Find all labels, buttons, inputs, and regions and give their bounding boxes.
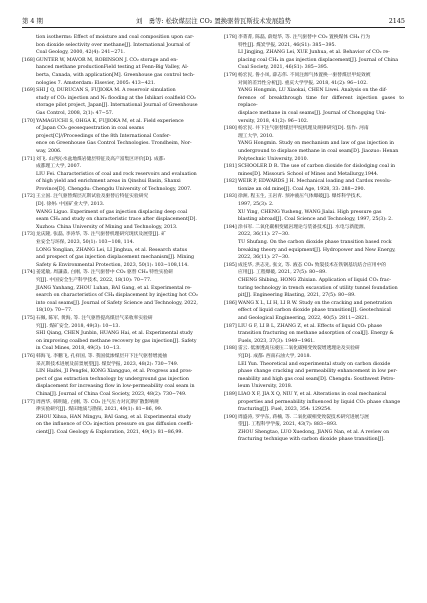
reference-text-line: fracturing technique with carbon dioxide phase transition[J]. (238, 437, 385, 443)
reference-text-line: 应用[J]. 工程爆破, 2021, 27(5): 80−89. (238, 270, 327, 276)
reference-number: [182] (224, 179, 237, 185)
reference-text-line: Coal Geology, 2000, 42(4): 241−271. (36, 50, 125, 56)
reference-text-line: project[C]//Proceedings of the 8th International Confer- (36, 133, 171, 139)
reference-number: [177] (22, 399, 35, 405)
reference-entry (22, 231, 202, 269)
reference-text-line: search on characteristics of CH₄ displacement by injecting hot CO₂ (36, 293, 198, 299)
reference-text-line: 对间的差异性分析[J]. 重庆大学学报, 2018, 41(2): 96−102. (238, 80, 368, 86)
reference-text-line: WEIR P, EDWARDS J H. Mechanical loading and Cardox revolu- (238, 179, 392, 185)
reference-text-line: leum University, 2018. (238, 384, 293, 390)
reference-number: [187] (224, 323, 237, 329)
reference-text-line: fracturing[J]. Fuel, 2023, 354: 129254. (238, 407, 332, 413)
reference-text-line: 1997, 25(3): 2. (238, 202, 274, 208)
reference-text-line: LEI Yun. Theoretical and experimental study on carbon dioxide (238, 361, 391, 367)
reference-entry (22, 193, 202, 231)
reference-text-line: transition fracturing on methane adsorption of coal[J]. Energy & (238, 331, 394, 337)
reference-text-line: tionize an old mine[J]. Coal Age, 1928, 33: 288−290. (238, 186, 366, 192)
reference-number: [180] (224, 126, 237, 132)
reference-number: [181] (224, 164, 237, 170)
reference-number: [174] (22, 270, 35, 276)
reference-text-line: 徐洲, 程玉生, 王岩青. 预冲液压气体爆破[J]. 爆炸科学技术, (238, 194, 362, 200)
reference-text-line: and prospect of gas injection displacement mechanism[J]. Mining (36, 255, 195, 261)
reference-text-line: YANG Hongmin. Study on mechanism and law of gas injection in (238, 141, 394, 147)
reference-text-line: 龙庆隆, 张磊, 李涛华, 等. 注气驱替机理研究现状及展望[J]. 矿 (36, 232, 166, 238)
reference-number: [173] (22, 232, 35, 238)
reference-text-line: 雷云. 低渗透高压液压二氧化碳相变致裂增透理论及实验研 (238, 346, 360, 352)
reference-text-line: 特性[J]. 煤炭学报, 2021, 46(S1): 385−395. (238, 42, 337, 48)
reference-text-line: 姜延敏, 周謙淼, 白刚, 等. 注气驱替中 CO₂ 驱替 CH₄ 特性实验研 (36, 270, 173, 276)
reference-text-line: 究[J]. 中国安全生产科学技术, 2022, 18(10): 70−77. (36, 278, 152, 283)
reference-text-line: 18(10): 70−77. (36, 308, 73, 314)
reference-text-line: meability and high gas coal seam[D]. Chengdu: Southwest Petro- (238, 376, 395, 382)
reference-text-line: displacement for increasing flow in low-permeability coal seam in (36, 384, 195, 390)
reference-text-line: 韩海飞, 李鹏飞, 孔祥国, 等. 我国低渗煤层开下注气驱替增流抽 (36, 353, 167, 359)
reference-text-line: turing technology in trench excavation of utility tunnel foundation (238, 285, 398, 291)
reference-entry (224, 414, 404, 444)
reference-number: [190] (224, 414, 237, 420)
reference-text-line: cient[J]. Coal Geology & Exploration, 2021, 49(1): 81−86,99. (36, 429, 183, 435)
reference-number: [183] (224, 194, 237, 200)
reference-text-line: WANG Liguo. Experiment of gas injection displacing deep coal (36, 209, 188, 215)
reference-text-line: properties and permeability influenced by liquid CO₂ phase change (238, 399, 401, 405)
reference-number: [184] (224, 224, 237, 230)
reference-text-line: Polytechnic University, 2010. (238, 156, 309, 162)
reference-text-line: versity, 2018, 41(2): 96−102. (238, 118, 309, 124)
reference-text-line: SHI J Q, DURUCAN S, FUJIOKA M. A reservoir simulation (36, 88, 176, 94)
reference-entry (22, 34, 202, 57)
reference-entry (224, 300, 404, 323)
reference-text-line: into coal seams[J]. Journal of Safety Science and Technology, 2022, (36, 300, 198, 306)
reference-text-line: GUNTER W, MAVOR M, ROBINSON J. CO₂ storage and en- (36, 57, 178, 63)
reference-text-line: SCHOOLER D R. The use of carbon dioxide for dislodging coal in (238, 164, 396, 170)
reference-text-line: LI Jingjing, ZHANG Lei, XUE Junhua, et al. Behavior of CO₂ re- (238, 50, 390, 56)
reference-text-line: on the influence of CO₂ injection pressure on gas diffusion coeffi- (36, 422, 193, 428)
reference-entry (224, 193, 404, 223)
reference-text-line: study of CO₂ injection and N₂ flooding at the Ishikari coalfield CO₂ (36, 95, 196, 101)
reference-text-line: pit[J]. Engineering Blasting, 2021, 27(5): 80−89. (238, 293, 356, 299)
reference-text-line: LIN Haifei, JI Pengfei, KONG Xiangguo, et al. Progress and pros- (36, 369, 193, 375)
reference-text-line: ZHOU Xihua, HAN Mingyu, BAI Gang, et al. Experimental study (36, 414, 191, 420)
reference-entry (224, 224, 404, 262)
reference-text-line: of Japan CO₂ geosequestration in coal seams (36, 126, 144, 132)
reference-text-line: phase change cracking and permeability enhancement in low per- (238, 369, 398, 375)
reference-text-line: hanced methane productionField testing at Fenn-Big Valley, Al- (36, 65, 189, 71)
reference-text-line: 究[J]. 煤矿安全, 2018, 49(3): 10−13. (36, 323, 120, 329)
reference-text-line: LIU Fei. Characteristics of coal and rock reservoirs and evaluation (36, 171, 197, 177)
reference-entry (22, 118, 202, 156)
issue-number: 第 4 期 (22, 17, 43, 25)
reference-text-line: 2022, 36(11): 27−30. (238, 232, 290, 238)
reference-text-line: Safety & Environmental Protection, 2023, 50(1): 103−108,114. (36, 262, 189, 268)
reference-text-line: 涂书军. 二氧化碳相变破岩理论与装备技术[J]. 水电与新能源, (238, 224, 366, 230)
reference-text-line: berta, Canada, with application[M]. Greenhouse gas control tech- (36, 72, 195, 78)
reference-text-line: CHENG Shibing, HONG Zhixian. Application of liquid CO₂ frac- (238, 278, 392, 283)
reference-text-line: China[J]. Journal of China Coal Society, 2023, 48(2): 730−749. (36, 391, 187, 397)
reference-text-line: 律实验研究[J]. 煤田地质与勘探, 2021, 49(1): 81−86, 99. (36, 407, 163, 413)
reference-text-line: Coal Society, 2021, 46(S1): 385−395. (238, 65, 329, 71)
reference-entry (22, 87, 202, 117)
references-left-column (22, 34, 202, 594)
reference-entry (22, 269, 202, 315)
reference-entry (224, 178, 404, 193)
reference-entry (22, 399, 202, 437)
reference-entry (224, 125, 404, 163)
reference-number: [185] (224, 262, 237, 268)
reference-number: [176] (22, 353, 35, 359)
reference-text-line: TU Shufang. On the carbon dioxide phase transition based rock (238, 240, 392, 246)
reference-entry (224, 72, 404, 125)
reference-text-line: 业安全与环保, 2023, 50(1): 103−108, 114. (36, 240, 135, 246)
reference-text-line: ence on Greenhouse Gas Control Technologies. Trondheim, Nor- (36, 141, 192, 147)
reference-entry (22, 315, 202, 353)
reference-text-line: ference of breakthrough time for different injection gases to replace- (238, 95, 404, 109)
reference-number: [171] (22, 156, 35, 162)
reference-text-line: LIU G F, LI B L, ZHANG Z, et al. Effects of liquid CO₂ phase (238, 323, 382, 329)
reference-number: [175] (22, 315, 35, 321)
reference-text-line: JIANG Yanhang, ZHOU Luhan, BAI Gang, et al. Experimental re- (36, 285, 192, 291)
reference-text-line: 周西华, 韩明迪, 白刚, 等. CO₂ 注气压力对瓦斯扩散影响规 (36, 399, 159, 405)
reference-text-line: Fuels, 2023, 37(3): 1949−1961. (238, 338, 315, 344)
reference-entry (224, 345, 404, 391)
reference-text-line: seam CH₄ and study on characteristic trace after displacement[D]. (36, 217, 197, 223)
reference-text-line: and Geological Engineering, 2022, 40(5): 2811−2821. (238, 315, 369, 321)
reference-text-line: on improving coalbed methane recovery by gas injection[J]. Safety (36, 338, 197, 344)
reference-text-line: 杨宏民. 井下注气驱替煤层甲烷机理及规律研究[D]. 焦作: 河南 (238, 126, 369, 132)
reference-text-line: LIAO X F, JIA X Q, NIU Y, et al. Alterations in coal mechanical (238, 391, 387, 397)
reference-text-line: tion isotherms: Effect of moisture and coal composition upon car- (36, 35, 194, 40)
reference-text-line: SHI Qiang, CHEN Junbin, HUANG Hai, et al. Experimental study (36, 331, 193, 337)
reference-number: [188] (224, 346, 237, 352)
running-header (22, 15, 405, 28)
reference-entry (22, 353, 202, 399)
reference-entry (22, 57, 202, 87)
reference-text-line: 成都理工大学, 2007. (36, 164, 82, 170)
reference-text-line: storage pilot project, Japan[J]. International Journal of Greenhouse (36, 103, 198, 109)
reference-text-line: WANG X L, LI H, LI R W. Study on the cracking and penetration (238, 300, 393, 306)
running-title: 刘 勇等: 松软煤层注 CO₂ 置换驱替瓦斯技术发展趋势 (135, 17, 292, 25)
reference-text-line: Xuzhou: China University of Mining and Technology, 2013. (36, 224, 178, 230)
references-right-column (224, 34, 404, 594)
reference-text-line: Gas Control, 2008, 2(1): 47−57. (36, 110, 114, 116)
reference-number: [172] (22, 194, 35, 200)
reference-text-line: of high yield and enrichment areas in Qinshui Basin, Shanxi (36, 179, 181, 185)
reference-text-line: 石佩, 陈军, 黄海, 等. 注气驱替提高煤层气采收率实验研 (36, 315, 153, 321)
reference-number: [189] (224, 391, 237, 397)
reference-text-line: effect of liquid carbon dioxide phase transition[J]. Geotechnical (238, 308, 391, 314)
reference-text-line: YANG Hongmin, LU Xiaokai, CHEN Liwei. Analysis on the dif- (238, 88, 388, 94)
reference-text-line: way, 2006. (36, 148, 62, 154)
reference-text-line: 成连华, 洪志先, 张文, 等. 液态 CO₂ 致裂技术在铁钢基坑结合应用中的 (238, 262, 387, 268)
reference-text-line: nologies 7. Amsterdam: Elsevier, 2005: 413−421. (36, 80, 156, 86)
reference-number: [169] (22, 88, 35, 94)
reference-text-line: ZHOU Shengtao, LUO Xuedong, JIANG Nan, et al. A review on (238, 429, 390, 435)
reference-text-line: XU Ying, CHENG Yusheng, WANG Jialai. High pressure gas (238, 209, 382, 215)
reference-entry (22, 156, 202, 194)
reference-text-line: displace methane in coal seams[J]. Journal of Chongqing Uni- (238, 110, 387, 116)
reference-text-line: bon dioxide selectivity over methane[J]. International Journal of (36, 42, 190, 48)
reference-text-line: pect of gas extraction technology by underground gas injection (36, 376, 189, 382)
reference-text-line: 杨宏民, 鲁小凤, 薛志伟. 不同注源气体置换一驱替煤层甲烷效被 (238, 72, 371, 78)
reference-number: [170] (22, 118, 35, 124)
reference-text-line: 采瓦斯技术进展及前景展望[J]. 煤炭学报, 2023, 48(2): 730−749. (36, 361, 179, 367)
reference-entry (224, 163, 404, 178)
reference-text-line: LONG Yonglian, ZHANG Lei, LI Jinghua, et al. Research status (36, 247, 188, 253)
reference-text-line: mines[D]. Missouri: School of Mines and Metallurgy,1944. (238, 171, 379, 177)
reference-text-line: 刘飞. 山西沁水盆地煤岩储层特征及高产富集区评价[D]. 成都: (36, 156, 166, 162)
reference-text-line: in Coal Mines, 2018, 49(3): 10−13. (36, 346, 121, 352)
reference-text-line: blasting abroad[J]. Coal Science and Technology, 1997, 25(3): 2. (238, 217, 393, 223)
reference-number: [168] (22, 57, 35, 63)
reference-number: [178] (224, 35, 237, 40)
reference-entry (224, 34, 404, 72)
reference-text-line: Province[D]. Chengdu: Chengdu University of Technology, 2007. (36, 186, 192, 192)
reference-text-line: YAMAGUCHI S, OHGA K, FUJIOKA M, et al. Field experience (36, 118, 184, 124)
reference-text-line: 理工大学, 2010. (238, 133, 274, 139)
reference-text-line: [D]. 徐州: 中国矿业大学, 2013. (36, 202, 105, 208)
reference-text-line: 2022, 36(11): 27−30. (238, 255, 290, 261)
reference-text-line: 周盛涛, 罗学东, 蒋楠, 等. 二氧化碳相变致裂技术研究进展与展 (238, 414, 369, 420)
reference-entry (224, 391, 404, 414)
reference-text-line: underground to displace methane in coal seam[D]. Jiaozuo: Henan (238, 148, 399, 154)
reference-text-line: 李菁菁, 陈磊, 薛煜华, 等. 注气驱替中 CO₂ 置换煤体 CH₄ 行为 (238, 35, 371, 40)
reference-number: [179] (224, 72, 237, 78)
reference-text-line: placing coal CH₄ in gas injection displacement[J]. Journal of China (238, 57, 399, 63)
reference-text-line: 望[J]. 工程科学学报, 2021, 43(7): 883−893. (238, 422, 338, 428)
reference-entry (224, 323, 404, 346)
reference-number: [186] (224, 300, 237, 306)
reference-entry (224, 262, 404, 300)
page-number: 2145 (388, 17, 405, 25)
reference-text-line: 王立国. 注气驱替煤层瓦斯试验及驱替后特征实验研究 (36, 194, 149, 200)
reference-text-line: 究[D]. 成都: 西南石油大学, 2018. (238, 353, 312, 359)
reference-text-line: breaking theory and equipment[J]. Hydropower and New Energy, (238, 247, 396, 253)
